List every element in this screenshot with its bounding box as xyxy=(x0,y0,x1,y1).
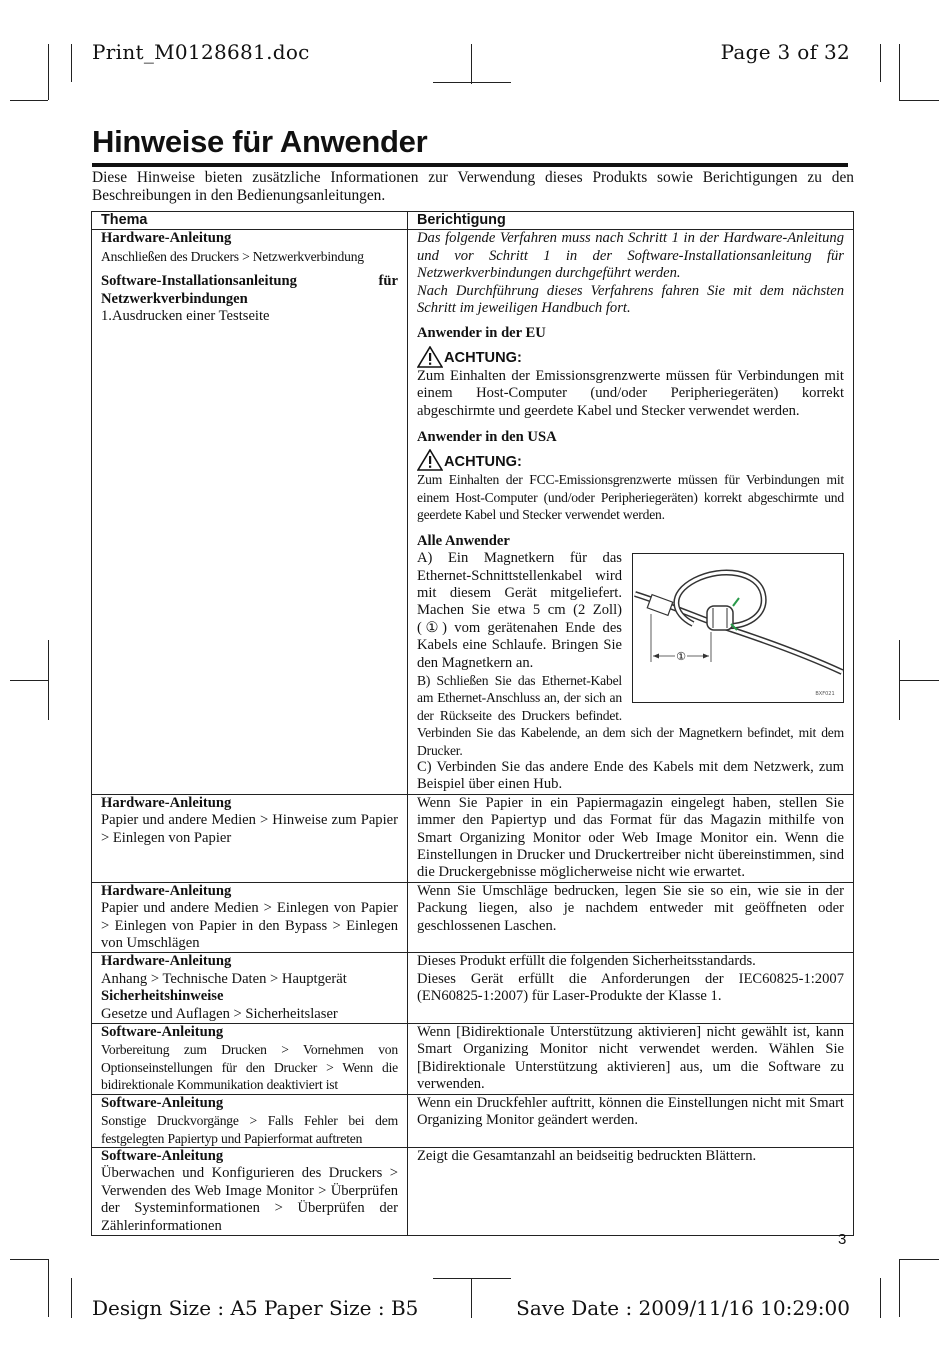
usa-text: Zum Einhalten der FCC-Emissionsgrenzwerte müssen für Verbindungen mit einem Host-Computer (und/oder Peripheriegeräten) korrekt abgeschirmte und geerdete Kabel und Stecker verwendet werden. xyxy=(417,472,844,523)
eu-text: Zum Einhalten der Emissionsgrenzwerte müssen für Verbindungen mit einem Host-Computer (und/oder Peripheriegeräten) korrekt abgeschirmte und geerdete Kabel und Stecker verwendet werden. xyxy=(417,367,844,419)
topic-path: Anschließen des Druckers > Netzwerkverbindung xyxy=(101,248,364,264)
correction-intro-next: Nach Durchführung dieses Verfahrens fahren Sie mit dem nächsten Schritt im jeweiligen Handbuch fort. xyxy=(417,282,844,317)
topic-path: Anhang > Technische Daten > Hauptgerät xyxy=(101,970,347,987)
table-row xyxy=(92,1024,854,1095)
corrections-table xyxy=(91,211,854,1236)
footer-design-size: Design Size : A5 xyxy=(92,1296,258,1320)
all-users-step-b: B) Schließen Sie das Ethernet-Kabel am Ethernet-Anschluss an, der sich an der Rückseite des Druckers befindet. Verbinden Sie das Kabelende, an dem sich der Magnetkern befindet, mit dem Drucker. xyxy=(417,672,844,758)
table-header-row xyxy=(92,212,854,230)
topic-path: Vorbereitung zum Drucken > Vornehmen von Optionseinstellungen für den Drucker > Wenn die bidirektionale Kommunikation deaktiviert ist xyxy=(101,1042,398,1093)
footer-save-date: Save Date : 2009/11/16 10:29:00 xyxy=(516,1296,850,1320)
topic-path: Gesetze und Auflagen > Sicherheitslaser xyxy=(101,1005,338,1022)
topic-title: Hardware-Anleitung xyxy=(101,794,232,811)
magnetic-core-figure xyxy=(632,553,844,703)
ethernet-cable-illustration xyxy=(633,554,843,702)
warning-label: ACHTUNG: xyxy=(444,454,522,471)
all-users-step-c: C) Verbinden Sie das andere Ende des Kabels mit dem Netzwerk, zum Beispiel über einen Hub. xyxy=(417,758,844,793)
figure-code: BXF021 xyxy=(815,691,835,698)
topic-title: Software-Anleitung xyxy=(101,1094,224,1111)
topic-title: Sicherheitshinweise xyxy=(101,988,224,1005)
correction-text: Wenn Sie Papier in ein Papiermagazin eingelegt haben, stellen Sie immer den Papiertyp und das Format für das Magazin mithilfe von Smart Organizing Monitor oder Web Image Monitor ein. Wenn die Einstellungen in Drucker und Druckertreiber nicht übereinstimmen, sind die Druckergebnisse möglicherweise nicht wie erwartet. xyxy=(417,794,844,881)
warning-triangle-icon xyxy=(417,346,443,368)
topic-title: Hardware-Anleitung xyxy=(101,230,232,247)
topic-title: Software-Installationsanleitung für Netzwerkverbindungen xyxy=(101,273,398,307)
topic-path: Überwachen und Konfigurieren des Druckers > Verwenden des Web Image Monitor > Überprüfen der Systeminformationen > Überprüfen der Zählerinformationen xyxy=(101,1165,398,1234)
page-title: Hinweise für Anwender xyxy=(92,124,428,159)
topic-title: Hardware-Anleitung xyxy=(101,953,232,970)
table-row xyxy=(92,953,854,1024)
header-page-label: Page 3 of 32 xyxy=(720,40,850,64)
table-row xyxy=(92,1147,854,1235)
topic-path: Papier und andere Medien > Einlegen von Papier > Einlegen von Papier in den Bypass > Einlegen von Umschlägen xyxy=(101,900,398,952)
correction-text: Wenn [Bidirektionale Unterstützung aktivieren] nicht gewählt ist, kann Smart Organizing Monitor nicht verwendet werden. Wählen Sie [Bidirektionale Unterstützung aktivieren] aus, um die Software zu verwenden. xyxy=(417,1024,844,1093)
topic-title: Hardware-Anleitung xyxy=(101,882,232,899)
table-row xyxy=(92,794,854,882)
topic-path: Sonstige Druckvorgänge > Falls Fehler bei dem festgelegten Papiertyp und Papierformat auftreten xyxy=(101,1113,398,1146)
correction-text: Dieses Produkt erfüllt die folgenden Sicherheitsstandards. xyxy=(417,953,756,970)
page-number: 3 xyxy=(838,1231,847,1248)
table-row xyxy=(92,230,854,794)
warning-usa xyxy=(417,449,844,471)
table-row xyxy=(92,882,854,953)
topic-title: Software-Anleitung xyxy=(101,1147,224,1164)
eu-heading: Anwender in der EU xyxy=(417,325,546,342)
correction-text: Dieses Gerät erfüllt die Anforderungen der IEC60825-1:2007 (EN60825-1:2007) für Laser-Produkte der Klasse 1. xyxy=(417,970,844,1005)
col-header-correction: Berichtigung xyxy=(408,212,854,230)
topic-path: 1.Ausdrucken einer Testseite xyxy=(101,308,270,325)
table-row xyxy=(92,1094,854,1147)
warning-triangle-icon xyxy=(417,449,443,471)
correction-text: Wenn Sie Umschläge bedrucken, legen Sie sie so ein, wie sie in der Packung liegen, also je nachdem entweder mit geöffneten oder geschlossenen Laschen. xyxy=(417,882,844,934)
topic-path: Papier und andere Medien > Hinweise zum Papier > Einlegen von Papier xyxy=(101,812,398,846)
correction-text: Zeigt die Gesamtanzahl an beidseitig bedruckten Blättern. xyxy=(417,1147,757,1164)
col-header-topic: Thema xyxy=(92,212,408,230)
topic-title: Software-Anleitung xyxy=(101,1024,224,1041)
intro-text: Diese Hinweise bieten zusätzliche Informationen zur Verwendung dieses Produkts sowie Berichtigungen zu den Beschreibungen in den Bedienungsanleitungen. xyxy=(92,169,854,204)
all-users-heading: Alle Anwender xyxy=(417,532,510,549)
warning-eu xyxy=(417,346,844,368)
title-rule xyxy=(92,163,848,167)
warning-label: ACHTUNG: xyxy=(444,350,522,367)
figure-marker: ① xyxy=(676,650,686,664)
correction-text: Wenn ein Druckfehler auftritt, können die Einstellungen nicht mit Smart Organizing Monitor geändert werden. xyxy=(417,1094,844,1129)
footer-paper-size: Paper Size : B5 xyxy=(264,1296,419,1320)
correction-intro: Das folgende Verfahren muss nach Schritt 1 in der Hardware-Anleitung und vor Schritt 1 in der Software-Installationsanleitung für Netzwerkverbindungen durchgeführt werden. xyxy=(417,230,844,282)
usa-heading: Anwender in den USA xyxy=(417,429,557,446)
header-filename: Print_M0128681.doc xyxy=(92,40,310,64)
all-users-step-a: A) Ein Magnetkern für das Ethernet-Schnittstellenkabel wird mit diesem Gerät mitgeliefert. Machen Sie etwa 5 cm (2 Zoll) (①) vom gerätenahen Ende des Kabels eine Schlaufe. Bringen Sie den Magnetkern an. xyxy=(417,550,622,671)
